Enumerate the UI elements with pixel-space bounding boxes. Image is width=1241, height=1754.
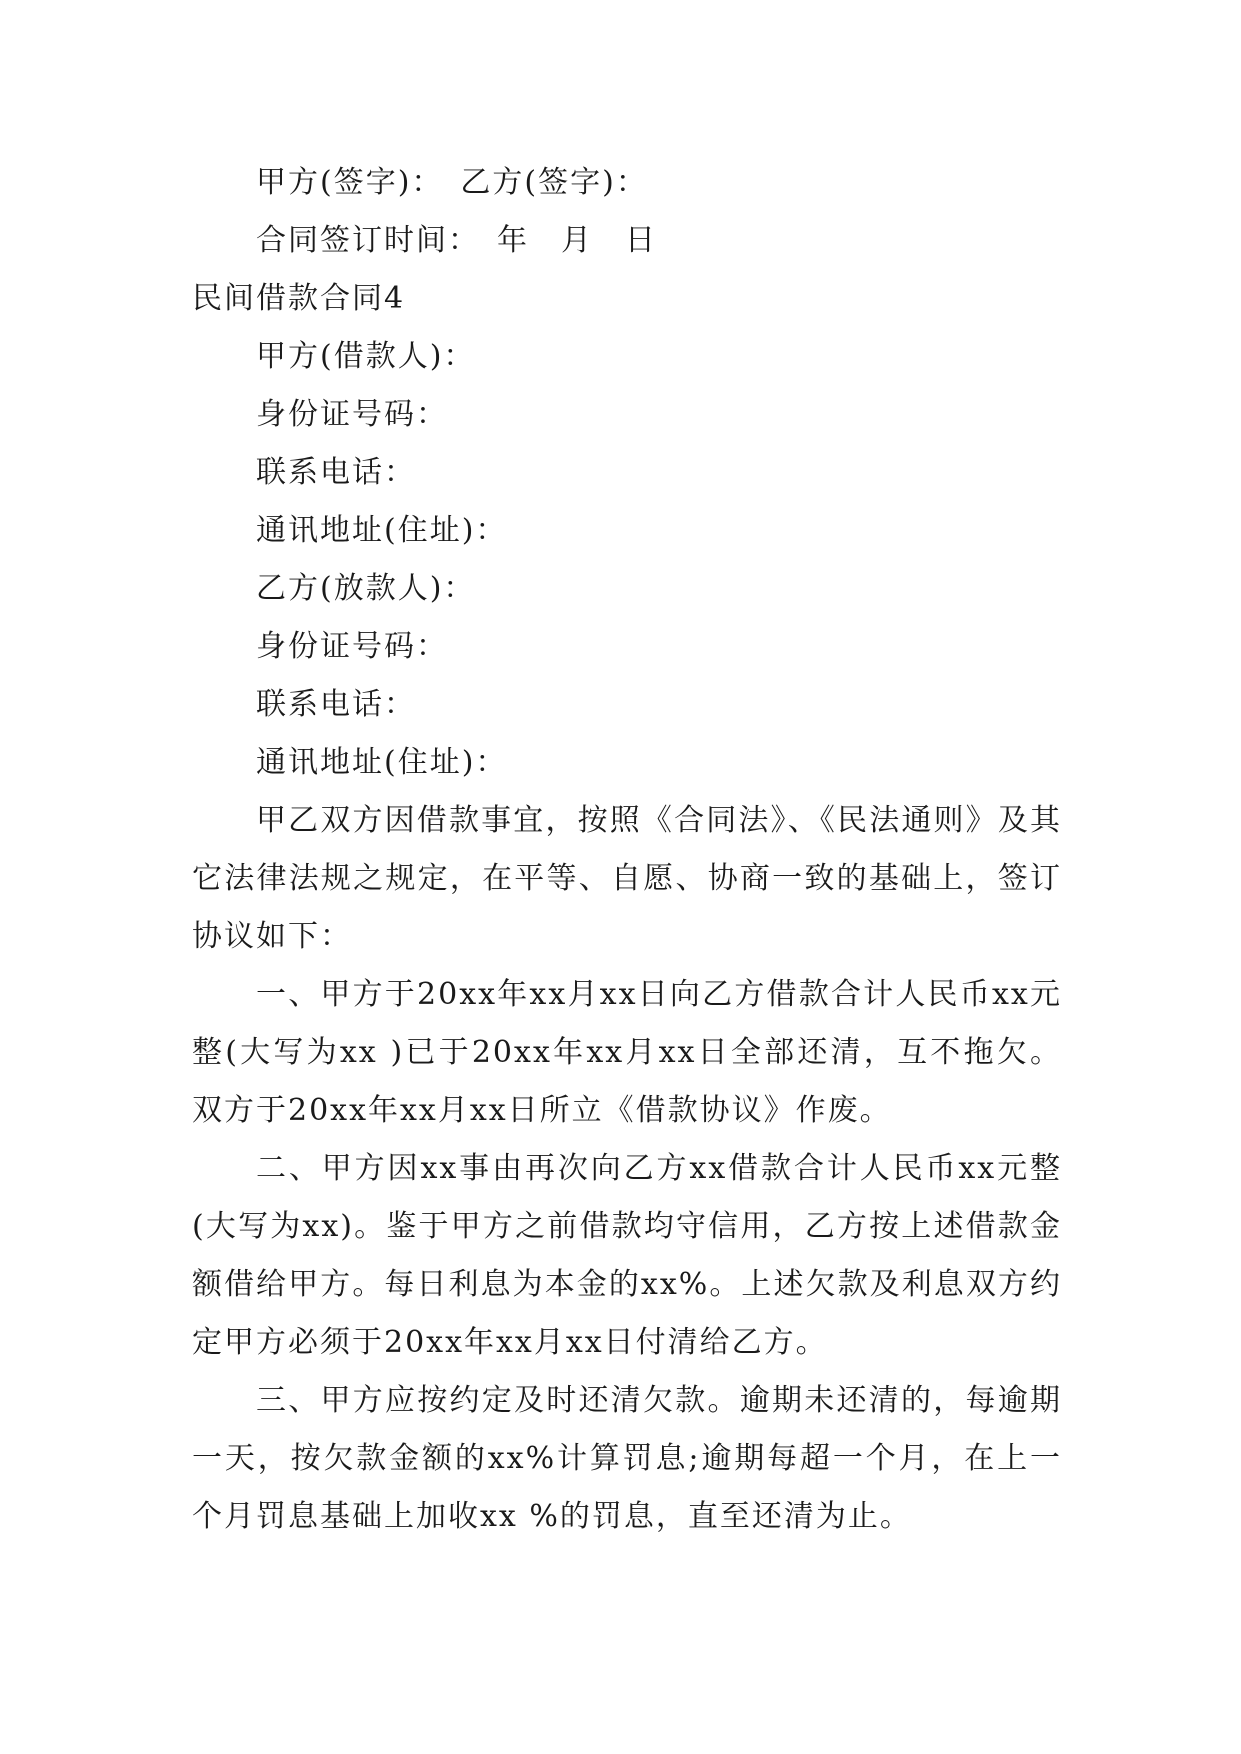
clause-3-paragraph: 三、甲方应按约定及时还清欠款。逾期未还清的，每逾期一天，按欠款金额的xx%计算罚息;逾期每超一个月，在上一个月罚息基础上加收xx %的罚息，直至还清为止。 [192,1383,1062,1534]
party-a-phone: 联系电话： [256,455,416,490]
party-b-phone: 联系电话： [256,687,416,722]
document-body [192,154,1062,1546]
sign-date-line: 合同签订时间： 年 月 日 [256,223,657,258]
clause-1-paragraph: 一、甲方于20xx年xx月xx日向乙方借款合计人民币xx元整(大写为xx )已于20xx年xx月xx日全部还清，互不拖欠。双方于20xx年xx月xx日所立《借款协议》作废。 [192,977,1062,1128]
clause-2-paragraph: 二、甲方因xx事由再次向乙方xx借款合计人民币xx元整(大写为xx)。鉴于甲方之前借款均守信用，乙方按上述借款金额借给甲方。每日利息为本金的xx%。上述欠款及利息双方约定甲方必须于20xx年xx月xx日付清给乙方。 [192,1151,1062,1360]
party-a-id-number: 身份证号码： [256,397,448,432]
signature-line [192,154,1062,212]
party-a-address: 通讯地址(住址)： [256,513,508,548]
party-b-address: 通讯地址(住址)： [256,745,508,780]
party-a-role: 甲方(借款人)： [256,339,476,374]
party-b-role: 乙方(放款人)： [256,571,476,606]
contract-title: 民间借款合同4 [192,281,406,316]
party-b-signature-label: 乙方(签字)： [460,165,648,200]
preamble-paragraph: 甲乙双方因借款事宜，按照《合同法》、《民法通则》及其它法律法规之规定，在平等、自愿、协商一致的基础上，签订协议如下： [192,803,1062,954]
party-a-signature-label: 甲方(签字)： [256,165,429,200]
party-b-id-number: 身份证号码： [256,629,448,664]
